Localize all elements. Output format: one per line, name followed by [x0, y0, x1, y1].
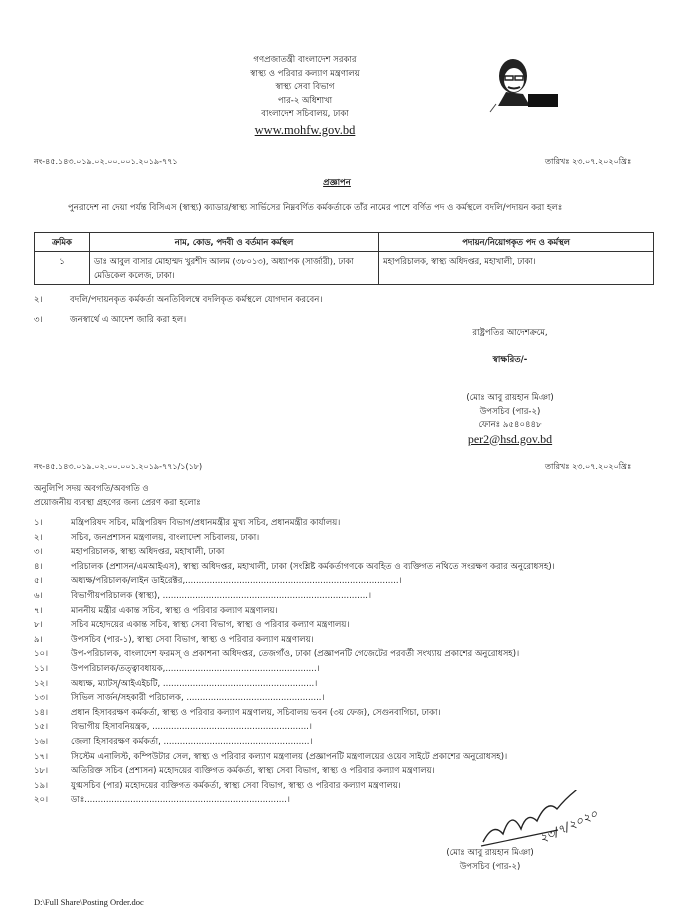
item-number: ১৪। — [34, 707, 49, 718]
item-text: অধ্যক্ষ, ম্যাটস্/আইএইচটি, ........................................................। — [71, 678, 318, 689]
item-number: ১৭। — [34, 751, 49, 762]
item-text: প্রধান হিসাবরক্ষণ কর্মকর্তা, স্বাস্থ্য ও পরিবার কল্যাণ মন্ত্রণালয়, সচিবালয় ভবন (৩য় ফেজ), সেগুনবাগিচা, ঢাকা। — [71, 707, 441, 718]
item-text: মন্ত্রিপরিষদ সচিব, মন্ত্রিপরিষদ বিভাগ/প্রধানমন্ত্রীর মুখ্য সচিব, প্রধানমন্ত্রীর কার্যালয়। — [71, 518, 341, 528]
item-text: উপপরিচালক/তত্ত্বাবধায়ক,........................................................। — [71, 663, 320, 674]
header-line: গণপ্রজাতন্ত্রী বাংলাদেশ সরকার — [253, 55, 357, 65]
copy-list-item — [34, 618, 659, 633]
copy-reference-number: নং-৪৫.১৪৩.০১৯.০২.০০.০০১.২০১৯-৭৭১/১(১৮) — [34, 462, 203, 471]
point-item: ৩। জনস্বার্থে এ আদেশ জারি করা হল। — [34, 315, 187, 325]
copy-list-item — [34, 531, 659, 546]
signatory-name: (মোঃ আবু রায়হান মিঞা) — [446, 848, 534, 858]
copy-date: তারিখঃ ২৩.০৭.২০২০খ্রিঃ — [545, 462, 632, 471]
item-number: ৯। — [34, 634, 43, 645]
document-title: প্রজ্ঞাপন — [323, 178, 351, 188]
copy-list-item — [34, 735, 659, 750]
item-text: মাননীয় মন্ত্রীর একান্ত সচিব, স্বাস্থ্য ও পরিবার কল্যাণ মন্ত্রণালয়। — [71, 605, 278, 616]
column-header: নাম, কোড, পদবী ও বর্তমান কর্মস্থল — [90, 233, 379, 252]
mujib-borsho-logo — [488, 54, 573, 116]
copy-list-item — [34, 604, 659, 619]
copy-list-item — [34, 545, 659, 560]
item-text: বিভাগীয় হিসাবনিয়ন্ত্রক, ..........................................................। — [71, 722, 312, 733]
issue-date: তারিখঃ ২৩.০৭.২০২০খ্রিঃ — [545, 157, 632, 166]
item-number: ১। — [34, 518, 43, 528]
item-number: ৬। — [34, 590, 43, 601]
item-number: ১৯। — [34, 780, 49, 791]
point-item: ২। বদলি/পদায়নকৃত কর্মকর্তা অনতিবিলম্বে বদলিকৃত কর্মস্থলে যোগদান করবেন। — [34, 295, 323, 305]
copy-intro: অনুলিপি সদয় অবগতি/অবগতি ও প্রয়োজনীয় ব্যবস্থা গ্রহণের জন্য প্রেরণ করা হলোঃ — [34, 484, 201, 508]
order-line: রাষ্ট্রপতির আদেশক্রমে, — [472, 328, 548, 338]
item-number: ১৩। — [34, 693, 49, 704]
signatory-phone: ফোনঃ ৯৫৪০৪৪৮ — [478, 420, 542, 430]
signatory-email[interactable]: per2@hsd.gov.bd — [467, 431, 553, 446]
table-header-row — [35, 233, 654, 252]
item-text: অতিরিক্ত সচিব (প্রশাসন) মহোদয়ের ব্যক্তিগত কর্মকর্তা, স্বাস্থ্য সেবা বিভাগ, স্বাস্থ্য ও পরিবার কল্যাণ মন্ত্রণালয়। — [71, 766, 435, 777]
item-text: সিস্টেম এনালিস্ট, কম্পিউটার সেল, স্বাস্থ্য ও পরিবার কল্যাণ মন্ত্রণালয় (প্রজ্ঞাপনটি মন্ত্রণালয়ের ওয়েব সাইটে প্রকাশের অনুরোধসহ)। — [71, 751, 508, 762]
item-text: সচিব মহোদয়ের একান্ত সচিব, স্বাস্থ্য সেবা বিভাগ, স্বাস্থ্য ও পরিবার কল্যাণ মন্ত্রণালয়। — [71, 620, 350, 631]
item-text: বিভাগীয়পরিচালক (স্বাস্থ্য), ............................................................................। — [71, 590, 372, 601]
item-number: ১২। — [34, 678, 49, 689]
copy-list-item — [34, 647, 659, 662]
intro-paragraph: পুনরাদেশ না দেয়া পর্যন্ত বিসিএস (স্বাস্থ্য) ক্যাডার/স্বাস্থ্য সার্ভিসের নিম্নবর্ণিত কর্মকর্তাকে তাঁর নামের পাশে বর্ণিত পদ ও কর্মস্থলে বদলি/পদায়ন করা হলঃ — [68, 203, 563, 213]
header-line: স্বাস্থ্য সেবা বিভাগ — [275, 82, 335, 92]
item-number: ২০। — [34, 795, 49, 806]
header-line: পার-২ অধিশাখা — [277, 95, 333, 106]
signed-label: স্বাক্ষরিত/- — [492, 355, 528, 365]
copy-list-item — [34, 720, 659, 735]
copy-list — [34, 516, 659, 808]
item-number: ১১। — [34, 663, 49, 674]
item-number: ৫। — [34, 576, 43, 587]
copy-list-item — [34, 633, 659, 648]
item-text: সচিব, জনপ্রশাসন মন্ত্রণালয়, বাংলাদেশ সচিবালয়, ঢাকা। — [71, 532, 260, 543]
table-cell: মহাপরিচালক, স্বাস্থ্য অধিদপ্তর, মহাখালী, ঢাকা। — [379, 252, 654, 285]
item-number: ১৫। — [34, 722, 49, 733]
copy-list-item — [34, 574, 659, 589]
signatory-designation: উপসচিব (পার-২) — [479, 406, 541, 417]
copy-list-item — [34, 589, 659, 604]
item-text: মহাপরিচালক, স্বাস্থ্য অধিদপ্তর, মহাখালী, ঢাকা — [71, 547, 225, 558]
item-text: যুগ্মসচিব (পার) মহোদয়ের ব্যক্তিগত কর্মকর্তা, স্বাস্থ্য সেবা বিভাগ, স্বাস্থ্য ও পরিবার কল্যাণ মন্ত্রণালয়। — [71, 780, 401, 791]
letterhead — [200, 54, 410, 137]
item-number: ২। — [34, 532, 43, 543]
item-number: ১৮। — [34, 766, 49, 777]
item-number: ৪। — [34, 561, 43, 572]
handwritten-signature — [478, 790, 608, 853]
table-cell: ডাঃ আবুল বাসার মোহাম্মদ খুরশীদ আলম (৩৮০১৩), অধ্যাপক (সার্জারী), ঢাকা মেডিকেল কলেজ, ঢাকা। — [90, 252, 379, 285]
handwritten-date: ২৩/৭/২০২০ — [537, 806, 600, 846]
file-path: D:\Full Share\Posting Order.doc — [34, 897, 144, 907]
transfer-table — [34, 232, 654, 285]
item-number: ৭। — [34, 605, 43, 616]
website-link[interactable]: www.mohfw.gov.bd — [254, 122, 356, 137]
item-text: অধ্যক্ষ/পরিচালক/লাইন ডাইরেক্টর,...............................................................................। — [71, 576, 402, 587]
copy-list-item — [34, 560, 659, 575]
header-line: স্বাস্থ্য ও পরিবার কল্যাণ মন্ত্রণালয় — [250, 68, 360, 79]
table-row — [35, 252, 654, 285]
item-number: ৩। — [34, 547, 43, 558]
table-cell: ১ — [35, 252, 90, 285]
copy-list-item — [34, 764, 659, 779]
copy-list-item — [34, 662, 659, 677]
item-text: উপসচিব (পার-১), স্বাস্থ্য সেবা বিভাগ, স্বাস্থ্য ও পরিবার কল্যাণ মন্ত্রণালয়। — [71, 634, 314, 645]
copy-list-item — [34, 677, 659, 692]
item-text: পরিচালক (প্রশাসন/এমআইএস), স্বাস্থ্য অধিদপ্তর, মহাখালী, ঢাকা (সংশ্লিষ্ট কর্মকর্তাগণকে অবহিত ও ব্যক্তিগত নথিতে সংরক্ষণ করার অনুরোধসহ)। — [71, 561, 555, 572]
item-text: ডাঃ...........................................................................। — [71, 795, 290, 806]
signatory-designation: উপসচিব (পার-২) — [459, 862, 521, 872]
copy-list-item — [34, 516, 659, 531]
item-number: ১৬। — [34, 736, 49, 747]
signatory-name: (মোঃ আবু রায়হান মিঞা) — [466, 393, 554, 403]
copy-list-item — [34, 706, 659, 721]
item-text: জেলা হিসাবরক্ষণ কর্মকর্তা, ......................................................। — [71, 736, 313, 747]
item-text: সিভিল সার্জন/সহকারী পরিচালক, ..................................................। — [71, 693, 325, 704]
reference-number: নং-৪৫.১৪৩.০১৯.০২.০০.০০১.২০১৯-৭৭১ — [34, 157, 178, 166]
copy-list-item — [34, 691, 659, 706]
column-header: পদায়ন/নিয়োগকৃত পদ ও কর্মস্থল — [379, 233, 654, 252]
column-header: ক্রমিক — [35, 233, 90, 252]
signatory-block — [380, 392, 640, 446]
item-number: ৮। — [34, 620, 43, 631]
signatory-block-2 — [425, 846, 555, 874]
item-text: উপ-পরিচালক, বাংলাদেশ ফরমস্ ও প্রকাশনা অধিদপ্তর, তেজগাঁও, ঢাকা (প্রজ্ঞাপনটি গেজেটের পরবর্তী সংখ্যায় প্রকাশের অনুরোধসহ)। — [71, 649, 520, 660]
item-number: ১০। — [34, 649, 49, 660]
header-line: বাংলাদেশ সচিবালয়, ঢাকা — [261, 109, 349, 119]
copy-list-item — [34, 750, 659, 765]
